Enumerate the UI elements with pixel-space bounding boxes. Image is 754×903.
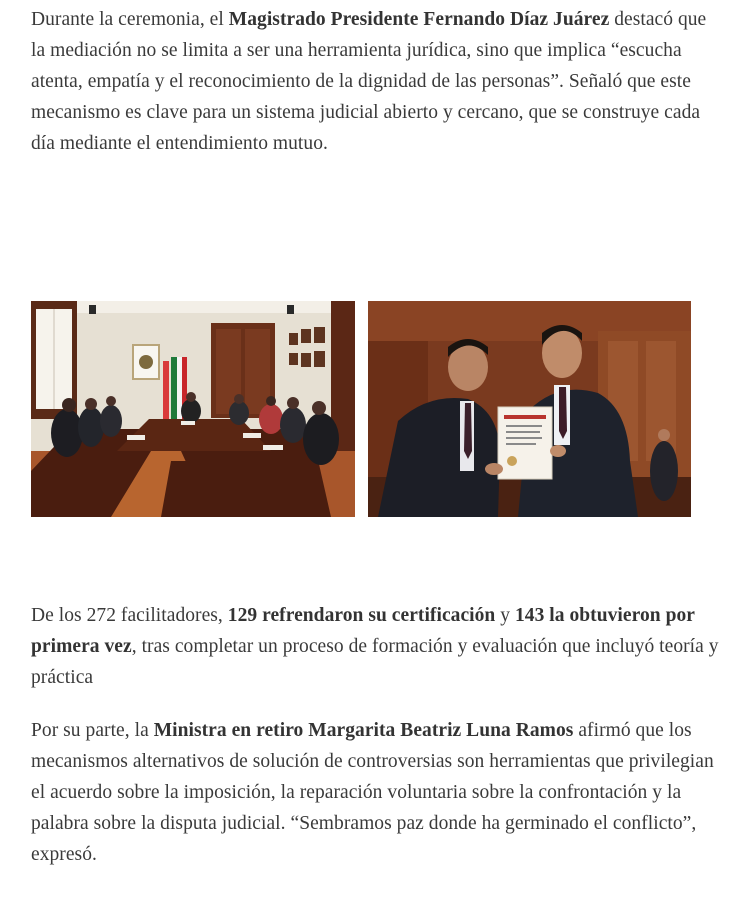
photo-meeting-room — [31, 301, 355, 517]
photo-certificate-handover — [368, 301, 691, 517]
text-segment: afirmó que los mecanismos alternativos de solución de controversias son herramientas que privilegian el acuerdo sobre la imposición, la reparación voluntaria sobre la confrontación y la palabra sobre la disputa judicial. “Sembramos paz donde ha germinado el conflicto”, expresó. — [31, 720, 714, 865]
text-segment: Por su parte, la — [31, 720, 154, 741]
bold-first-time-count: 143 la obtuvieron por primera vez — [31, 605, 695, 657]
text-segment: destacó que la mediación no se limita a ser una herramienta jurídica, sino que implica “escucha atenta, empatía y el reconocimiento de la dignidad de las personas”. Señaló que este mecanismo es clave para un sistema judicial abierto y cercano, que se construye cada día mediante el entendimiento mutuo. — [31, 9, 707, 154]
bold-name-minister: Ministra en retiro Margarita Beatriz Luna Ramos — [153, 720, 574, 741]
text-segment: y — [495, 605, 515, 626]
text-segment: Durante la ceremonia, el — [31, 9, 229, 30]
paragraph-ceremony — [31, 4, 721, 159]
bold-renewed-count: 129 refrendaron su certificación — [227, 605, 496, 626]
bold-name-magistrate: Magistrado Presidente Fernando Díaz Juárez — [228, 9, 610, 30]
text-segment: De los 272 facilitadores, — [31, 605, 228, 626]
paragraph-minister — [31, 715, 721, 870]
text-segment: , tras completar un proceso de formación y evaluación que incluyó teoría y práctica — [31, 636, 719, 688]
paragraph-facilitators — [31, 600, 721, 693]
